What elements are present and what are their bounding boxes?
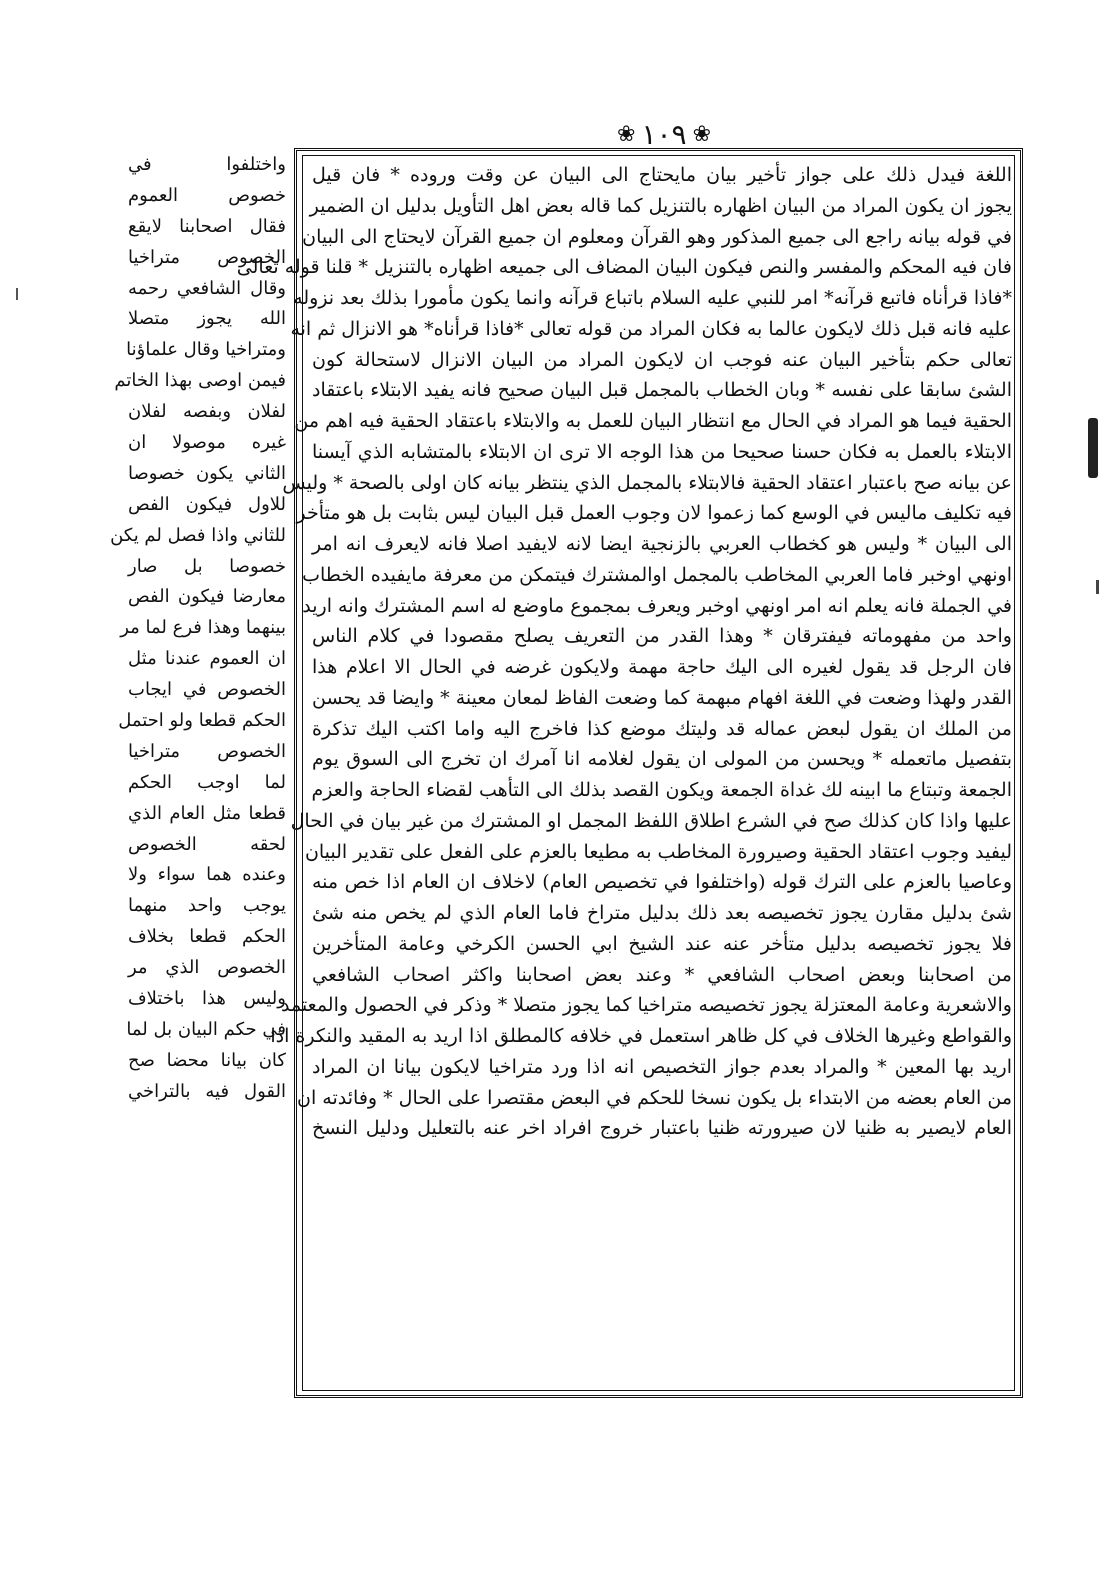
text-line: الحقية فيما هو المراد في الحال مع انتظار البيان للعمل به والابتلاء باعتقاد الحقية فيه اهم من — [294, 410, 1012, 432]
margin-line: الخصوص متراخيا — [128, 740, 286, 762]
margin-line: في حكم البيان بل لما — [126, 1018, 286, 1040]
margin-line: الحكم قطعا ولو احتمل — [118, 710, 286, 732]
text-line: القدر ولهذا وضعت في اللغة افهام مبهمة كما وضعت الفاظ لمعان معينة * وايضا قد يحسن — [312, 686, 1012, 709]
text-line: اريد بها المعين * والمراد بعدم جواز التخصيص انه اذا ورد متراخيا لايكون بيانا ان المراد — [312, 1055, 1012, 1078]
page-edge-mark — [1088, 418, 1098, 478]
margin-line: معارضا فيكون الفص — [128, 586, 286, 608]
text-line: الشئ سابقا على نفسه * وبان الخطاب بالمجمل قبل البيان صحيح فانه يفيد الابتلاء باعتقاد — [312, 379, 1012, 402]
text-line: فيه تكليف ماليس في الوسع كما زعموا لان وجوب العمل قبل البيان ليس بثابت بل هو متأخر — [296, 502, 1012, 525]
text-line: فان الرجل قد يقول لغيره الى اليك حاجة مهمة ولايكون غرضه في الحال الا اعلام هذا — [312, 656, 1012, 678]
margin-line: الثاني يكون خصوصا — [128, 462, 286, 484]
margin-line: ان العموم عندنا مثل — [128, 648, 286, 670]
margin-line: خصوصا بل صار — [128, 555, 286, 577]
text-line: شئ بدليل مقارن يجوز تخصيصه بعد ذلك بدليل متراخ فاما العام الذي لم يخص منه شئ — [312, 902, 1012, 924]
page-number: ١٠٩ — [641, 117, 687, 151]
text-line: فلا يجوز تخصيصه بدليل متأخر عنه عند الشيخ ابي الحسن الكرخي وعامة المتأخرين — [312, 932, 1012, 955]
text-line: اللغة فيدل ذلك على جواز تأخير بيان مايحتاج الى البيان عن وقت وروده * فان قيل — [312, 164, 1012, 186]
text-line: العام لايصير به ظنيا لان صيرورته ظنيا باعتبار خروج افراد اخر عنه بالتعليل ودليل النسخ — [312, 1117, 1012, 1140]
margin-line: خصوص العموم — [128, 184, 286, 206]
text-line: اونهي اوخبر فاما العربي المخاطب بالمجمل اوالمشترك فيتمكن من معرفة مايفيده الخطاب — [302, 563, 1012, 586]
ornament-right: ❀ — [692, 121, 711, 147]
text-line: في الجملة فانه يعلم انه امر اونهي اوخبر ويعرف بمجموع ماوضع له اسم المشترك وانه اريد — [302, 594, 1012, 617]
ornament-left: ❀ — [617, 121, 636, 147]
margin-line: بينهما وهذا فرع لما مر — [120, 617, 286, 639]
text-line: فان فيه المحكم والمفسر والنص فيكون البيان المضاف الى جميعه اظهاره بالتنزيل * قلنا قوله تعالى — [236, 256, 1012, 279]
text-line: الابتلاء بالعمل به فكان حسنا صحيحا من هذا الوجه الا ترى ان الابتلاء بالمتشابه الذي آيسنا — [312, 440, 1012, 463]
margin-line: الله يجوز متصلا — [128, 308, 286, 330]
text-line: من اصحابنا وبعض اصحاب الشافعي * وعند بعض اصحابنا واكثر اصحاب الشافعي — [312, 963, 1012, 986]
main-text-block — [236, 160, 1012, 1388]
margin-line: للثاني واذا فصل لم يكن — [110, 524, 286, 546]
margin-line: يوجب واحد منهما — [128, 895, 286, 917]
text-line: وعاصيا بالعزم على الترك قوله (واختلفوا في تخصيص العام) لاخلاف ان العام اذا خص منه — [312, 871, 1012, 894]
text-line: *فاذا قرأناه فاتبع قرآنه* امر للنبي عليه السلام باتباع قرآنه وانما يكون مأمورا بذلك بعد نزوله — [293, 287, 1012, 309]
text-line: من الملك ان يقول لبعض عماله قد وليتك موضع كذا فاخرج اليه واما اكتب اليك تذكرة — [312, 717, 1012, 740]
text-line: والقواطع وغيرها الخلاف في كل ظاهر استعمل في خلافه كالمطلق اذا اريد به المقيد والنكرة اذا — [270, 1025, 1012, 1047]
margin-line: الخصوص في ايجاب — [128, 679, 286, 701]
margin-line: ومتراخيا وقال علماؤنا — [126, 339, 286, 361]
margin-line: الحكم قطعا بخلاف — [128, 926, 286, 948]
margin-line: واختلفوا في — [128, 154, 286, 175]
margin-line: كان بيانا محضا صح — [128, 1049, 286, 1071]
text-line: عليها واذا كان كذلك صح في الشرع اطلاق اللفظ المجمل او المشترك من غير بيان في الحال — [290, 809, 1012, 832]
left-edge-tick — [16, 288, 18, 300]
margin-line: لما اوجب الحكم — [128, 771, 286, 793]
margin-line: قطعا مثل العام الذي — [128, 802, 286, 824]
margin-line: للاول فيكون الفص — [128, 493, 286, 515]
text-line: واحد من مفهوماته فيفترقان * وهذا القدر من التعريف يصلح مقصودا في كلام الناس — [312, 625, 1012, 648]
margin-line: الخصوص الذي مر — [128, 957, 286, 979]
text-line: الجمعة وتبتاع ما ابينه لك غداة الجمعة ويكون القصد بذلك الى التأهب لقضاء الحاجة والعزم — [311, 779, 1012, 801]
margin-line: القول فيه بالتراخي — [128, 1080, 286, 1102]
text-line: في قوله بيانه راجع الى جميع المذكور وهو القرآن ومعلوم ان جميع القرآن لايحتاج الى البيان — [302, 225, 1012, 248]
margin-line: وقال الشافعي رحمه — [128, 277, 286, 299]
margin-line: فيمن اوصى بهذا الخاتم — [114, 370, 286, 392]
margin-line: لفلان وبفصه لفلان — [128, 401, 286, 423]
text-line: من العام بعضه من الابتداء بل يكون نسخا للحكم في البعض مقتصرا على الحال * وفائدته ان — [297, 1086, 1012, 1109]
margin-line: غيره موصولا ان — [128, 432, 286, 454]
text-line: والاشعرية وعامة المعتزلة يجوز تخصيصه متراخيا كما يجوز متصلا * وذكر في الحصول والمعتمد — [280, 994, 1012, 1017]
text-line: تعالى حكم بتأخير البيان عنه فوجب ان لايكون المراد من البيان الانزال لاستحالة كون — [312, 348, 1012, 371]
margin-commentary — [110, 150, 286, 1390]
margin-line: وليس هذا باختلاف — [128, 988, 286, 1010]
margin-line: لحقه الخصوص — [128, 833, 286, 855]
text-line: عليه فانه قبل ذلك لايكون عالما به فكان المراد من قوله تعالى *فاذا قرأناه* هو الانزال ثم انه — [290, 317, 1012, 340]
margin-line: الخصوص متراخيا — [128, 246, 286, 268]
text-line: يجوز ان يكون المراد من البيان اظهاره بالتنزيل كما قاله بعض اهل التأويل بدليل ان الضمير — [309, 194, 1012, 217]
margin-line: وعنده هما سواء ولا — [128, 864, 286, 886]
text-line: الى البيان * وليس هو كخطاب العربي بالزنجية ايضا لانه لايفيد اصلا فانه لايعرف انه امر — [312, 533, 1012, 555]
page-edge-tick — [1096, 580, 1099, 594]
text-line: بتفصيل ماتعمله * ويحسن من المولى ان يقول لغلامه انا آمرك ان تخرج الى السوق يوم — [312, 748, 1012, 771]
text-line: عن بيانه صح باعتبار اعتقاد الحقية فالابتلاء بالمجمل الذي ينتظر بيانه كان اولى بالصحة * وليس — [282, 471, 1012, 494]
text-line: ليفيد وجوب اعتقاد الحقية وصيرورة المخاطب به مطيعا بالعزم على الفعل على تقدير البيان — [304, 840, 1012, 863]
margin-line: فقال اصحابنا لايقع — [128, 215, 286, 237]
